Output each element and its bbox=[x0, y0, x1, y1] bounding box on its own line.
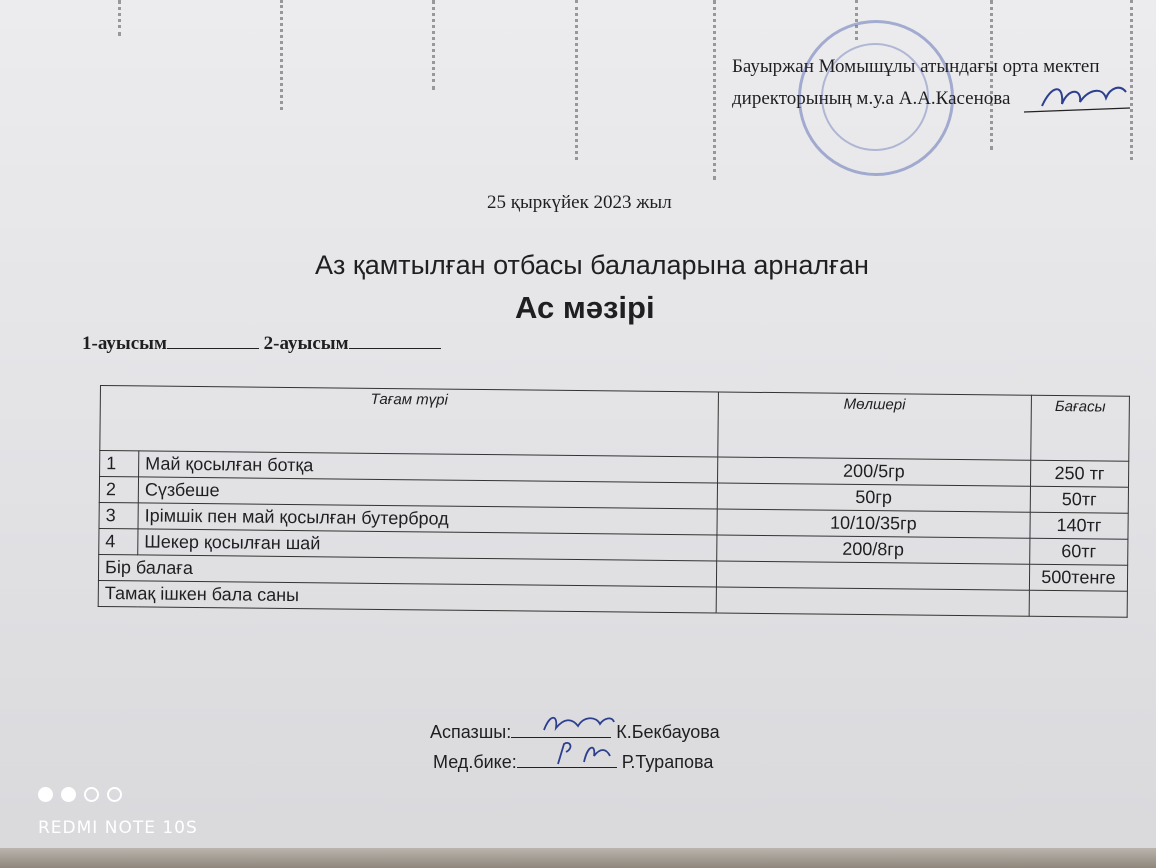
menu-table bbox=[98, 385, 1130, 618]
row-number: 1 bbox=[100, 451, 139, 477]
table-surface bbox=[0, 848, 1156, 868]
row-amount: 50гр bbox=[717, 483, 1030, 512]
row-amount: 200/8гр bbox=[716, 535, 1029, 564]
print-mark bbox=[118, 0, 127, 36]
per-child-label: Бір балаға bbox=[98, 554, 716, 586]
dot-icon bbox=[84, 787, 99, 802]
table-header-row bbox=[100, 386, 1130, 462]
print-mark bbox=[575, 0, 584, 160]
shift-1-blank bbox=[167, 332, 259, 349]
row-food-name: Шекер қосылған шай bbox=[138, 529, 717, 561]
row-number: 3 bbox=[99, 502, 138, 528]
row-amount: 10/10/35гр bbox=[717, 509, 1030, 538]
per-child-amount-empty bbox=[716, 561, 1029, 590]
nurse-label: Мед.бике: bbox=[433, 752, 517, 772]
dot-icon bbox=[38, 787, 53, 802]
row-food-name: Май қосылған ботқа bbox=[139, 451, 718, 483]
row-food-name: Ірімшік пен май қосылған бутерброд bbox=[138, 503, 717, 535]
document-title: Ас мәзірі bbox=[515, 290, 655, 325]
children-count-empty bbox=[716, 587, 1029, 616]
print-mark bbox=[432, 0, 441, 90]
dot-icon bbox=[61, 787, 76, 802]
per-child-price: 500тенге bbox=[1029, 564, 1127, 591]
header-price: Бағасы bbox=[1031, 395, 1130, 461]
shift-2-blank bbox=[349, 332, 441, 349]
row-price: 140тг bbox=[1030, 512, 1128, 539]
row-price: 50тг bbox=[1030, 486, 1128, 513]
row-number: 4 bbox=[99, 528, 138, 554]
nurse-signature bbox=[548, 738, 618, 768]
children-count-value-empty bbox=[1029, 590, 1127, 617]
document-subtitle: Аз қамтылған отбасы балаларына арналған bbox=[315, 250, 869, 280]
camera-watermark: REDMI NOTE 10S bbox=[38, 818, 198, 838]
children-count-label: Тамақ ішкен бала саны bbox=[98, 580, 716, 612]
shift-1-label: 1-ауысым bbox=[82, 333, 167, 354]
cook-label: Аспазшы: bbox=[430, 722, 512, 742]
document-date: 25 қыркүйек 2023 жыл bbox=[487, 192, 672, 213]
header-amount: Мөлшері bbox=[718, 392, 1032, 460]
director-signature bbox=[1022, 78, 1132, 118]
header-food-type: Тағам түрі bbox=[100, 386, 718, 457]
nurse-name: Р.Турапова bbox=[621, 752, 714, 772]
shift-line bbox=[82, 332, 441, 355]
header-line-2: директорының м.у.а А.А.Касенова bbox=[732, 88, 1011, 109]
row-price: 250 тг bbox=[1030, 460, 1128, 487]
print-mark bbox=[713, 0, 722, 180]
row-price: 60тг bbox=[1029, 538, 1127, 565]
row-number: 2 bbox=[99, 477, 138, 503]
print-mark bbox=[280, 0, 289, 110]
dot-icon bbox=[107, 787, 122, 802]
cook-name: К.Бекбауова bbox=[616, 722, 720, 742]
shift-2-label: 2-ауысым bbox=[263, 333, 349, 354]
camera-dots bbox=[38, 787, 130, 807]
header-line-1: Бауыржан Момышұлы атындағы орта мектеп bbox=[732, 56, 1100, 77]
cook-signature bbox=[538, 710, 618, 738]
row-food-name: Сүзбеше bbox=[138, 477, 717, 509]
row-amount: 200/5гр bbox=[717, 457, 1030, 486]
